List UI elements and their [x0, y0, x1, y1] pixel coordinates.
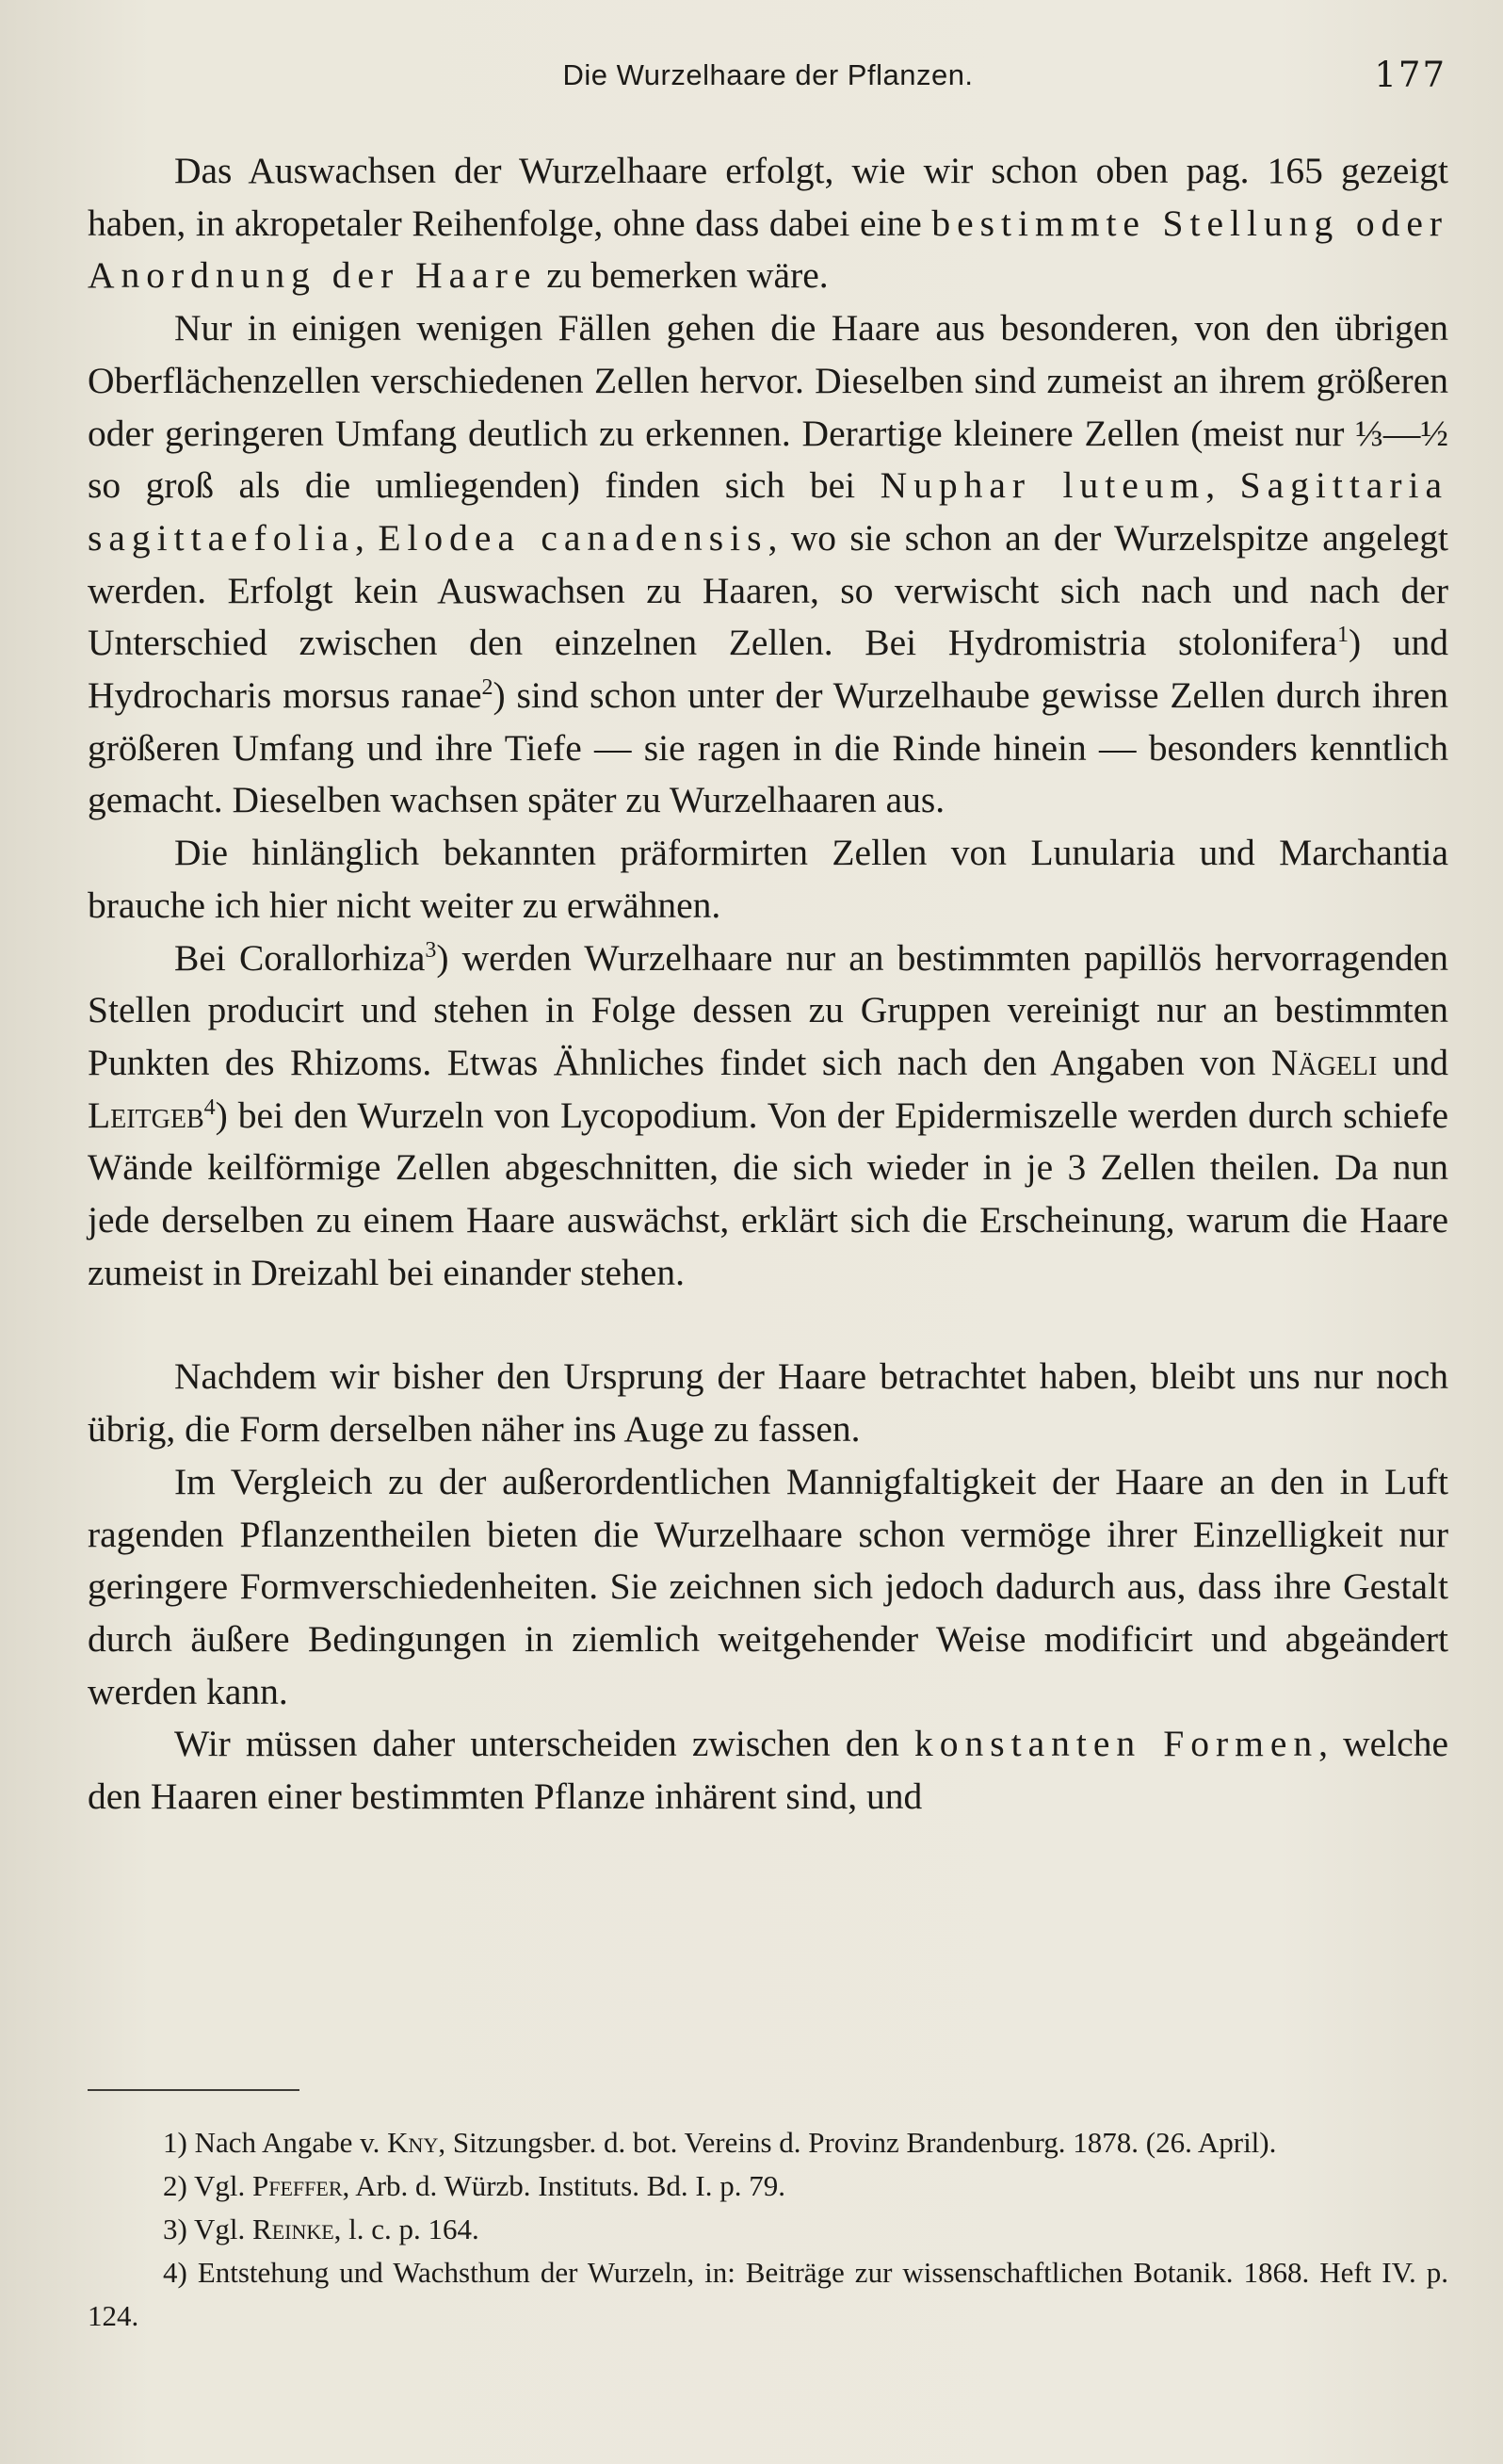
species-name: Sagittaria sagittaefolia — [88, 464, 1448, 559]
text-run: ) werden Wurzelhaare nur an bestimmten papillös hervorragenden Stellen producirt und stehen in Folge dessen zu Gruppen vereinigt nur an bestimmten Punkten des Rhizoms. Etwas Ähnliches findet sich nach den Angaben von — [88, 936, 1448, 1083]
text-run: , — [1205, 464, 1240, 507]
species-name: Nuphar luteum — [880, 464, 1206, 507]
text-run: , welche den Haaren einer bestimmten Pflanze inhärent sind, und — [88, 1723, 1448, 1818]
footnote — [88, 2121, 1448, 2164]
text-run: ) bei den Wurzeln von Lycopodium. Von der Epidermiszelle werden durch schiefe Wände keilförmige Zellen abgeschnitten, die sich wieder in je 3 Zellen theilen. Da nun jede derselben zu einem Haare auswächst, erklärt sich die Erscheinung, warum die Haare zumeist in Dreizahl bei einander stehen. — [88, 1094, 1448, 1293]
footnote-divider — [88, 2089, 299, 2091]
paragraph — [88, 932, 1448, 1300]
footnote-marker: 4 — [203, 1094, 216, 1120]
paragraph: Im Vergleich zu der außerordentlichen Mannigfaltigkeit der Haare an den in Luft ragenden Pflanzentheilen bieten die Wurzelhaare schon vermöge ihrer Einzelligkeit nur geringere Formverschiedenheiten. Sie zeichnen sich jedoch dadurch aus, dass ihre Gestalt durch äußere Bedingungen in ziemlich weitgehender Weise modificirt und abgeändert werden kann. — [88, 1460, 1448, 1712]
paragraph — [88, 145, 1448, 302]
author-name: Pfeffer — [252, 2169, 343, 2202]
paragraph: Die hinlänglich bekannten präformirten Zellen von Lunularia und Marchantia brauche ich hier nicht weiter zu erwähnen. — [88, 832, 1448, 926]
footnote — [88, 2208, 1448, 2251]
spaced-emphasis: konstanten Formen — [914, 1723, 1319, 1765]
main-text — [88, 145, 1448, 1824]
author-name: Nägeli — [1270, 1041, 1378, 1083]
paragraph: Nachdem wir bisher den Ursprung der Haare betrachtet haben, bleibt uns nur noch übrig, die Form derselben näher ins Auge zu fassen. — [88, 1355, 1448, 1451]
text-run: 1) Nach Angabe v. — [163, 2126, 388, 2159]
text-run: , Arb. d. Würzb. Instituts. Bd. I. p. 79. — [342, 2169, 785, 2202]
text-run: Wir müssen daher unterscheiden zwischen den — [174, 1723, 915, 1765]
text-run: 2) Vgl. — [163, 2169, 253, 2202]
species-name: Elodea canadensis — [378, 516, 768, 559]
footnote-marker: 2 — [481, 675, 493, 701]
text-run: ) sind schon unter der Wurzelhaube gewisse Zellen durch ihren größeren Umfang und ihre Tiefe — sie ragen in die Rinde hinein — besonders kenntlich gemacht. Dieselben wachsen später zu Wurzelhaaren aus. — [88, 674, 1448, 821]
text-run: Das Auswachsen der Wurzelhaare erfolgt, wie wir schon oben pag. 165 gezeigt haben, in akropetaler Reihenfolge, ohne dass dabei eine — [88, 150, 1448, 244]
text-run: Bei Corallorhiza — [174, 936, 426, 979]
text-run: , l. c. p. 164. — [333, 2213, 479, 2245]
paragraph — [88, 302, 1448, 827]
text-run: zu bemerken wäre. — [537, 254, 829, 297]
author-name: Leitgeb — [88, 1094, 204, 1136]
text-run: , wo sie schon an der Wurzelspitze angelegt werden. Erfolgt kein Auswachsen zu Haaren, so verwischt sich nach und nach der Unterschied zwischen den einzelnen Zellen. Bei Hydromistria stolonifera — [88, 516, 1449, 664]
author-name: Kny — [387, 2126, 439, 2159]
text-run: und — [1377, 1041, 1449, 1083]
paragraph — [88, 1718, 1448, 1823]
footnote: 4) Entstehung und Wachsthum der Wurzeln, in: Beiträge zur wissenschaftlichen Botanik. 1868. Heft IV. p. 124. — [88, 2256, 1448, 2332]
page-header — [89, 55, 1446, 115]
footnote — [88, 2164, 1448, 2208]
footnote-marker: 3 — [425, 937, 437, 963]
running-title: Die Wurzelhaare der Pflanzen. — [562, 58, 974, 91]
text-run: , — [355, 516, 379, 559]
page-number: 177 — [1374, 55, 1446, 95]
text-run: ) und Hydrocharis morsus ranae — [88, 622, 1448, 717]
author-name: Reinke — [252, 2213, 334, 2245]
footnotes — [88, 2121, 1448, 2338]
text-run: , Sitzungsber. d. bot. Vereins d. Provinz Brandenburg. 1878. (26. April). — [438, 2126, 1277, 2159]
footnote-marker: 1 — [1336, 623, 1349, 648]
spaced-emphasis: bestimmte Stellung oder Anordnung der Haare — [88, 202, 1449, 297]
text-run: 3) Vgl. — [163, 2213, 253, 2245]
text-run: Nur in einigen wenigen Fällen gehen die Haare aus besonderen, von den übrigen Oberflächenzellen verschiedenen Zellen hervor. Dieselben sind zumeist an ihrem größeren oder geringeren Umfang deutlich zu erkennen. Derartige kleinere Zellen (meist nur ⅓—½ so groß als die umliegenden) finden sich bei — [88, 307, 1448, 507]
